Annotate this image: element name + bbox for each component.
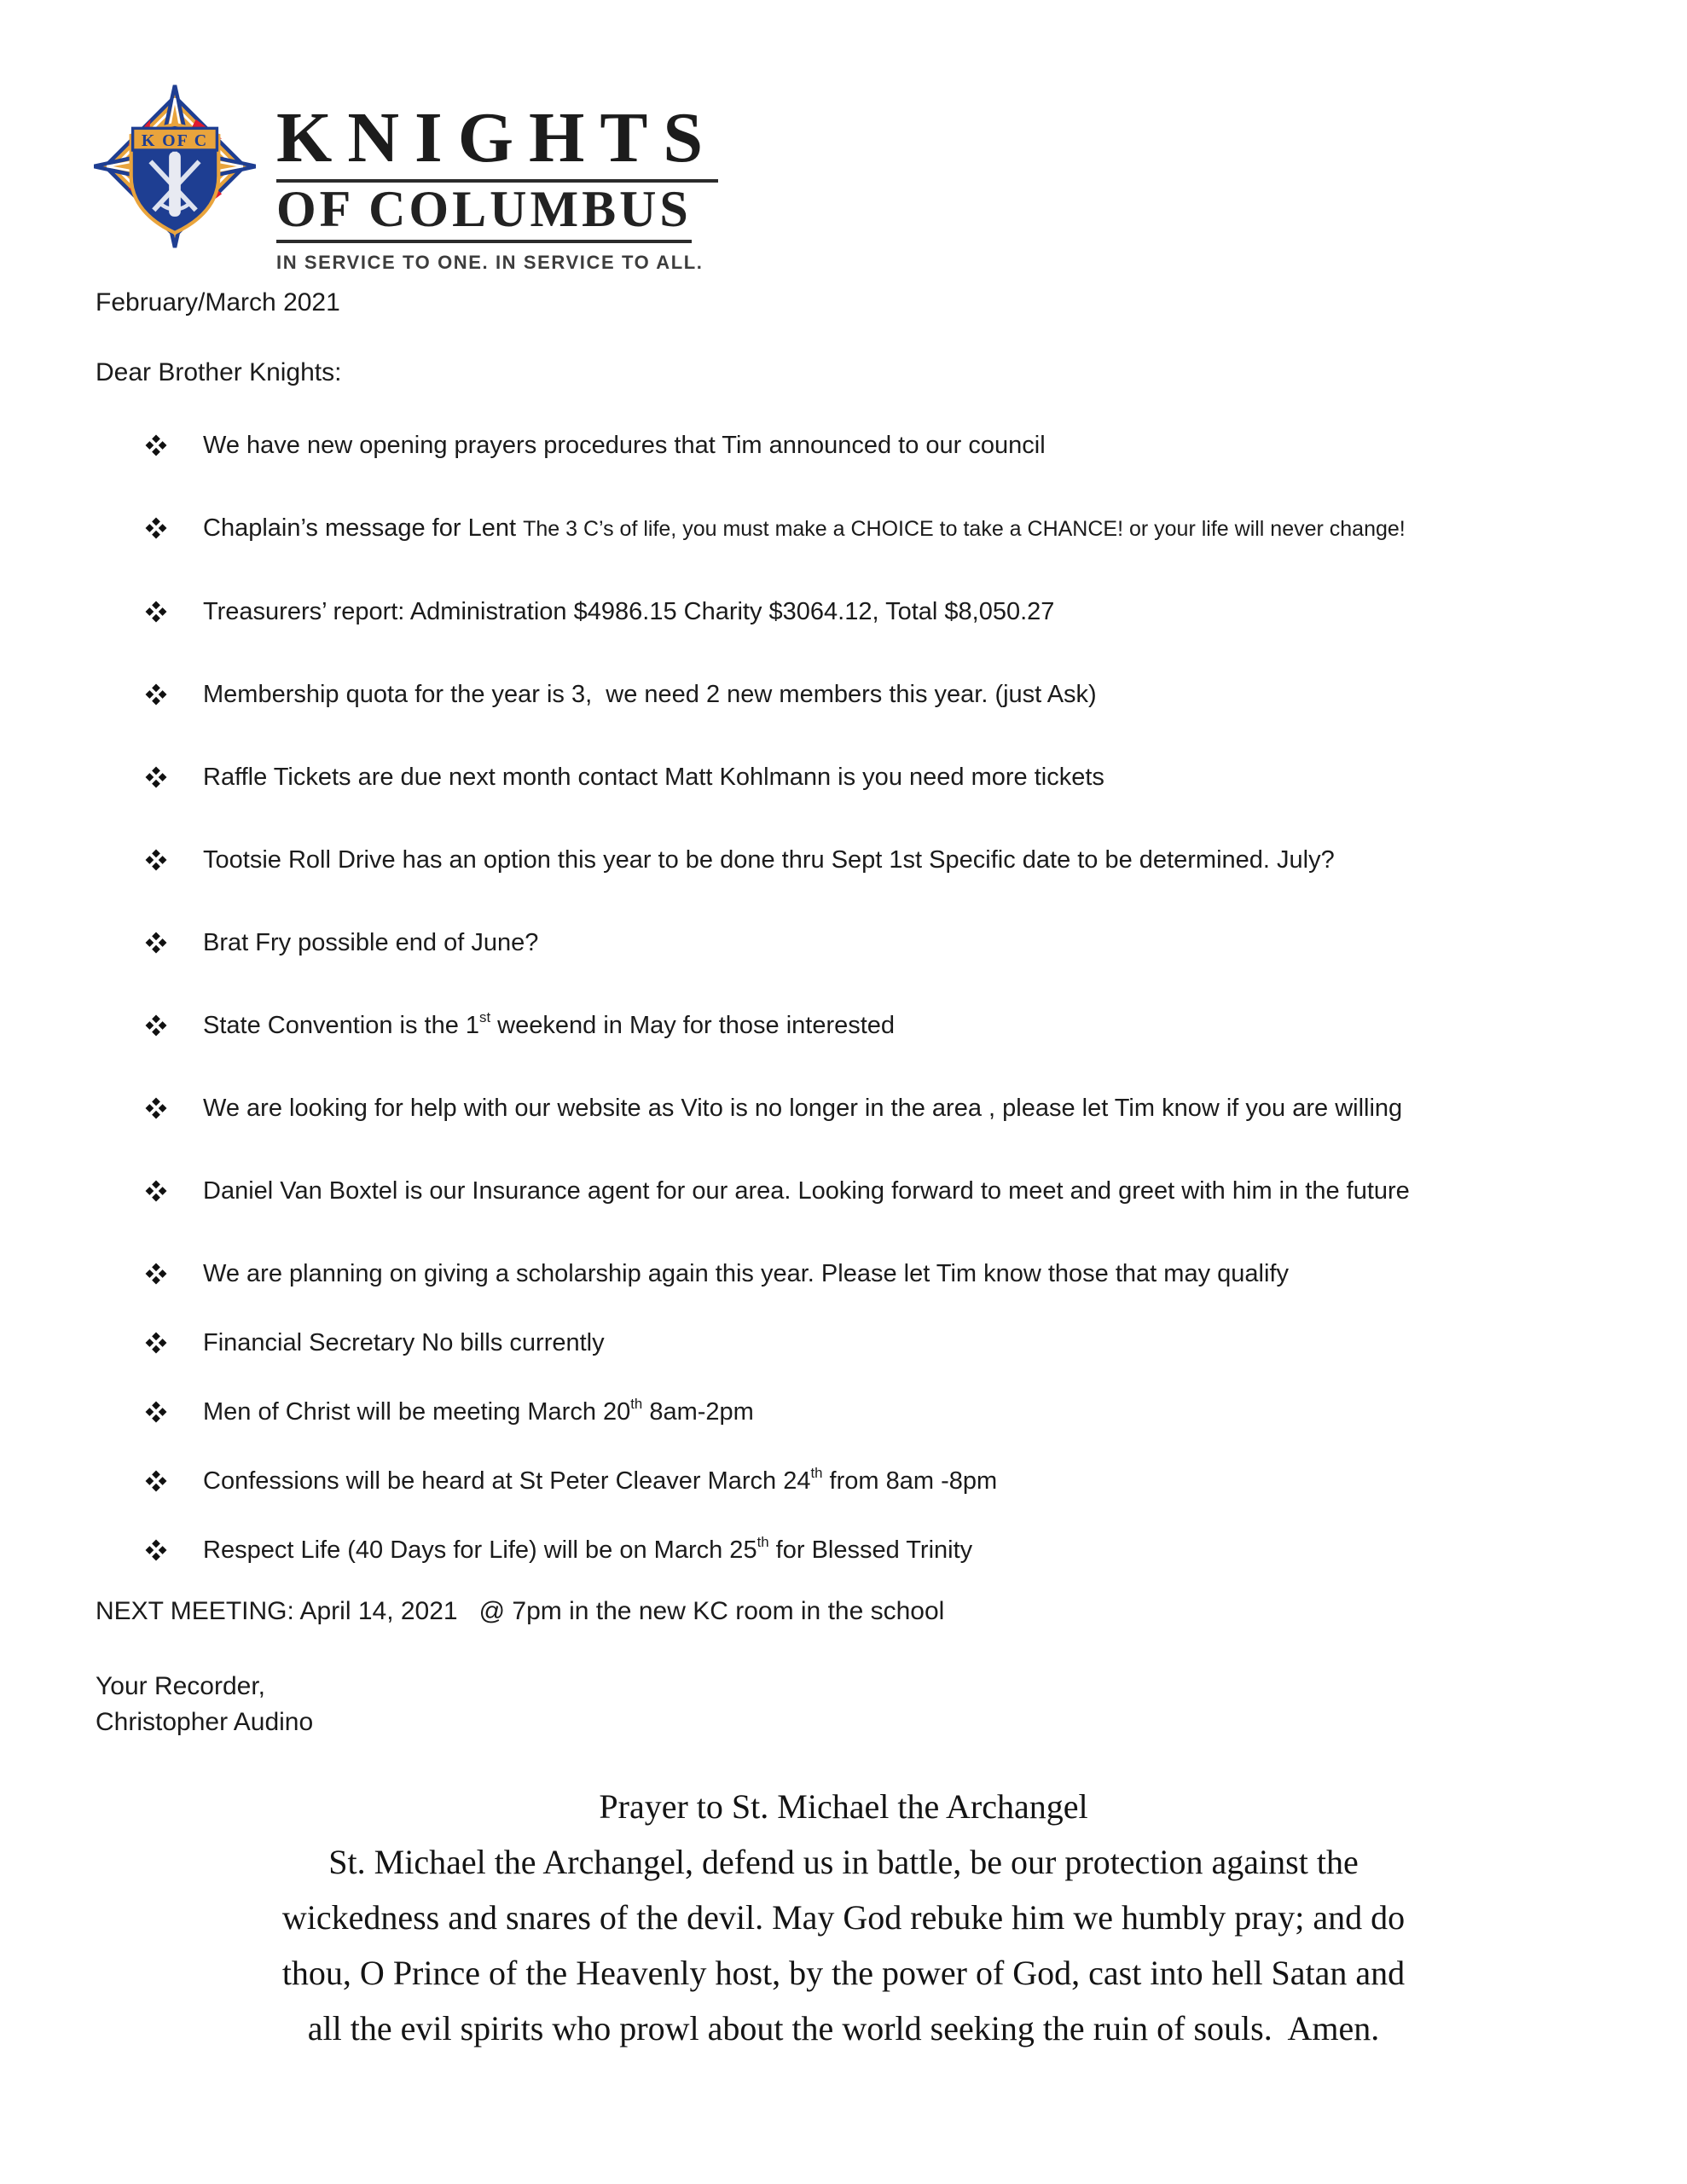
diamond-bullet-icon bbox=[145, 1014, 167, 1037]
list-item bbox=[145, 1091, 1636, 1125]
bullet-text: We have new opening prayers procedures that Tim announced to our council bbox=[203, 432, 1046, 459]
logo-subtitle: OF COLUMBUS bbox=[276, 183, 692, 243]
list-item bbox=[145, 1257, 1636, 1291]
kofc-logo bbox=[94, 82, 718, 274]
bullet-text: Daniel Van Boxtel is our Insurance agent for our area. Looking forward to meet and greet with him in the future bbox=[203, 1177, 1410, 1205]
prayer-lines bbox=[34, 1834, 1653, 2056]
bullet-text: We are planning on giving a scholarship again this year. Please let Tim know those that may qualify bbox=[203, 1260, 1289, 1287]
list-item bbox=[145, 843, 1636, 877]
diamond-bullet-icon bbox=[145, 1332, 167, 1354]
bullet-text: State Convention is the 1st weekend in May for those interested bbox=[203, 1009, 896, 1039]
bullet-text: We are looking for help with our website as Vito is no longer in the area , please let Tim know if you are willing bbox=[203, 1095, 1403, 1122]
diamond-bullet-icon bbox=[145, 683, 167, 706]
diamond-bullet-icon bbox=[145, 1180, 167, 1202]
prayer-section bbox=[34, 1779, 1653, 2056]
signoff: Your Recorder, bbox=[96, 1672, 266, 1700]
list-item bbox=[145, 1464, 1636, 1498]
prayer-line: all the evil spirits who prowl about the world seeking the ruin of souls. Amen. bbox=[307, 2009, 1380, 2048]
diamond-bullet-icon bbox=[145, 1539, 167, 1561]
bullet-text: Chaplain’s message for Lent The 3 C’s of life, you must make a CHOICE to take a CHANCE! or your life will never change! bbox=[203, 514, 1406, 542]
diamond-bullet-icon bbox=[145, 932, 167, 954]
list-item bbox=[145, 1008, 1636, 1043]
list-item bbox=[145, 1326, 1636, 1360]
list-item bbox=[145, 677, 1636, 712]
diamond-bullet-icon bbox=[145, 434, 167, 456]
bullet-text: Respect Life (40 Days for Life) will be on March 25th for Blessed Trinity bbox=[203, 1534, 973, 1564]
logo-tagline: IN SERVICE TO ONE. IN SERVICE TO ALL. bbox=[276, 252, 704, 273]
diamond-bullet-icon bbox=[145, 1097, 167, 1119]
list-item bbox=[145, 926, 1636, 960]
diamond-bullet-icon bbox=[145, 766, 167, 788]
bullet-text: Raffle Tickets are due next month contact Matt Kohlmann is you need more tickets bbox=[203, 764, 1104, 791]
bullet-text: Treasurers’ report: Administration $4986.15 Charity $3064.12, Total $8,050.27 bbox=[203, 598, 1055, 625]
list-item bbox=[145, 1395, 1636, 1429]
bullet-text: Tootsie Roll Drive has an option this year to be done thru Sept 1st Specific date to be determined. July? bbox=[203, 846, 1335, 874]
salutation: Dear Brother Knights: bbox=[96, 358, 342, 386]
kofc-badge-text: K OF C bbox=[141, 131, 209, 150]
kofc-emblem-icon bbox=[94, 82, 256, 251]
bullet-text: Men of Christ will be meeting March 20th 8am-2pm bbox=[203, 1396, 754, 1426]
prayer-line: wickedness and snares of the devil. May God rebuke him we humbly pray; and do bbox=[281, 1898, 1406, 1937]
next-meeting: NEXT MEETING: April 14, 2021 @ 7pm in the new KC room in the school bbox=[96, 1597, 945, 1625]
diamond-bullet-icon bbox=[145, 517, 167, 539]
diamond-bullet-icon bbox=[145, 849, 167, 871]
diamond-bullet-icon bbox=[145, 1401, 167, 1423]
bullet-text: Brat Fry possible end of June? bbox=[203, 929, 539, 956]
list-item bbox=[145, 760, 1636, 794]
bullet-list bbox=[145, 428, 1636, 1567]
diamond-bullet-icon bbox=[145, 1470, 167, 1492]
prayer-line: St. Michael the Archangel, defend us in battle, be our protection against the bbox=[328, 1843, 1359, 1881]
list-item bbox=[145, 1533, 1636, 1567]
prayer-title: Prayer to St. Michael the Archangel bbox=[599, 1787, 1088, 1826]
prayer-line: thou, O Prince of the Heavenly host, by the power of God, cast into hell Satan and bbox=[281, 1954, 1406, 1992]
list-item bbox=[145, 428, 1636, 462]
list-item bbox=[145, 595, 1636, 629]
list-item bbox=[145, 511, 1636, 546]
letter-date: February/March 2021 bbox=[96, 288, 340, 317]
bullet-text: Membership quota for the year is 3, we need 2 new members this year. (just Ask) bbox=[203, 681, 1097, 708]
bullet-text: Financial Secretary No bills currently bbox=[203, 1329, 605, 1356]
signature-name: Christopher Audino bbox=[96, 1708, 314, 1736]
diamond-bullet-icon bbox=[145, 601, 167, 623]
diamond-bullet-icon bbox=[145, 1263, 167, 1285]
bullet-text: Confessions will be heard at St Peter Cleaver March 24th from 8am -8pm bbox=[203, 1465, 998, 1495]
logo-title: KNIGHTS bbox=[276, 102, 718, 183]
logo-wordmark bbox=[276, 82, 718, 274]
signature-block bbox=[96, 1669, 313, 1740]
list-item bbox=[145, 1174, 1636, 1208]
